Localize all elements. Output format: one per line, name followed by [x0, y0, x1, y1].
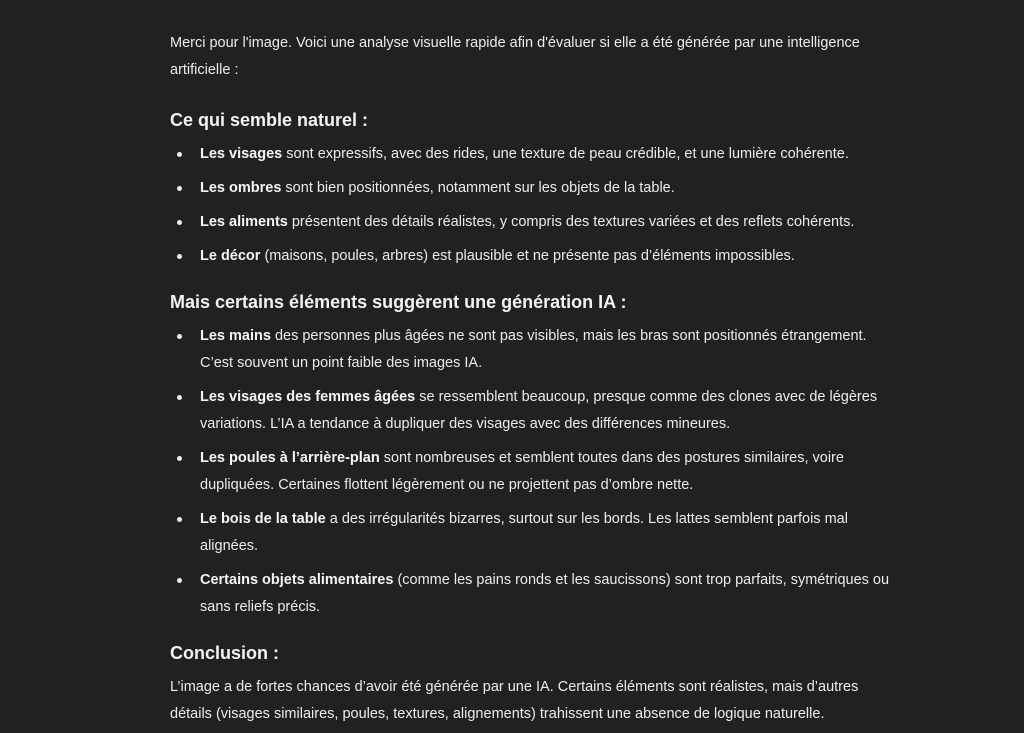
conclusion-paragraph: L’image a de fortes chances d’avoir été générée par une IA. Certains éléments sont réalistes, mais d’autres détails (visages similaires, poules, textures, alignements) trahissent une absence de logique naturelle.	[170, 679, 859, 722]
bullet-icon	[177, 395, 182, 400]
item-bold: Les aliments	[200, 214, 288, 230]
ai-signs-list	[170, 323, 900, 621]
bullet-icon	[177, 220, 182, 225]
section-natural-heading: Ce qui semble naturel :	[170, 110, 369, 130]
bullet-icon	[177, 578, 182, 583]
section-ai-heading: Mais certains éléments suggèrent une génération IA :	[170, 292, 627, 312]
bullet-icon	[177, 334, 182, 339]
bullet-icon	[177, 517, 182, 522]
list-item	[170, 384, 900, 438]
item-bold: Certains objets alimentaires	[200, 572, 394, 588]
item-text: sont expressifs, avec des rides, une texture de peau crédible, et une lumière cohérente.	[282, 146, 849, 162]
item-text: a des irrégularités bizarres, surtout sur les bords. Les lattes semblent parfois mal alignées.	[200, 511, 848, 554]
item-bold: Les ombres	[200, 180, 282, 196]
list-item	[170, 323, 900, 377]
item-bold: Le décor	[200, 248, 261, 264]
item-text: sont bien positionnées, notamment sur les objets de la table.	[281, 180, 675, 196]
item-text: (comme les pains ronds et les saucissons) sont trop parfaits, symétriques ou sans reliefs précis.	[200, 572, 890, 615]
bullet-icon	[177, 186, 182, 191]
list-item	[170, 141, 900, 168]
item-text: se ressemblent beaucoup, presque comme des clones avec de légères variations. L’IA a tendance à dupliquer des visages avec des différences mineures.	[200, 389, 878, 432]
intro-paragraph: Merci pour l'image. Voici une analyse visuelle rapide afin d'évaluer si elle a été générée par une intelligence artificielle :	[170, 35, 860, 78]
conclusion-heading: Conclusion :	[170, 643, 279, 663]
item-text: des personnes plus âgées ne sont pas visibles, mais les bras sont positionnés étrangement. C’est souvent un point faible des images IA.	[200, 328, 867, 371]
chat-message	[170, 30, 900, 728]
bullet-icon	[177, 152, 182, 157]
item-bold: Les visages	[200, 146, 283, 162]
bullet-icon	[177, 456, 182, 461]
list-item	[170, 445, 900, 499]
list-item	[170, 506, 900, 560]
item-text: (maisons, poules, arbres) est plausible et ne présente pas d’éléments impossibles.	[260, 248, 795, 264]
item-bold: Le bois de la table	[200, 511, 326, 527]
list-item	[170, 209, 900, 236]
item-bold: Les poules à l’arrière-plan	[200, 450, 380, 466]
item-bold: Les visages des femmes âgées	[200, 389, 416, 405]
natural-list	[170, 141, 900, 270]
item-text: sont nombreuses et semblent toutes dans des postures similaires, voire dupliquées. Certaines flottent légèrement ou ne projettent pas d’ombre nette.	[200, 450, 844, 493]
item-text: présentent des détails réalistes, y compris des textures variées et des reflets cohérents.	[287, 214, 855, 230]
item-bold: Les mains	[200, 328, 271, 344]
list-item	[170, 567, 900, 621]
list-item	[170, 243, 900, 270]
bullet-icon	[177, 254, 182, 259]
list-item	[170, 175, 900, 202]
